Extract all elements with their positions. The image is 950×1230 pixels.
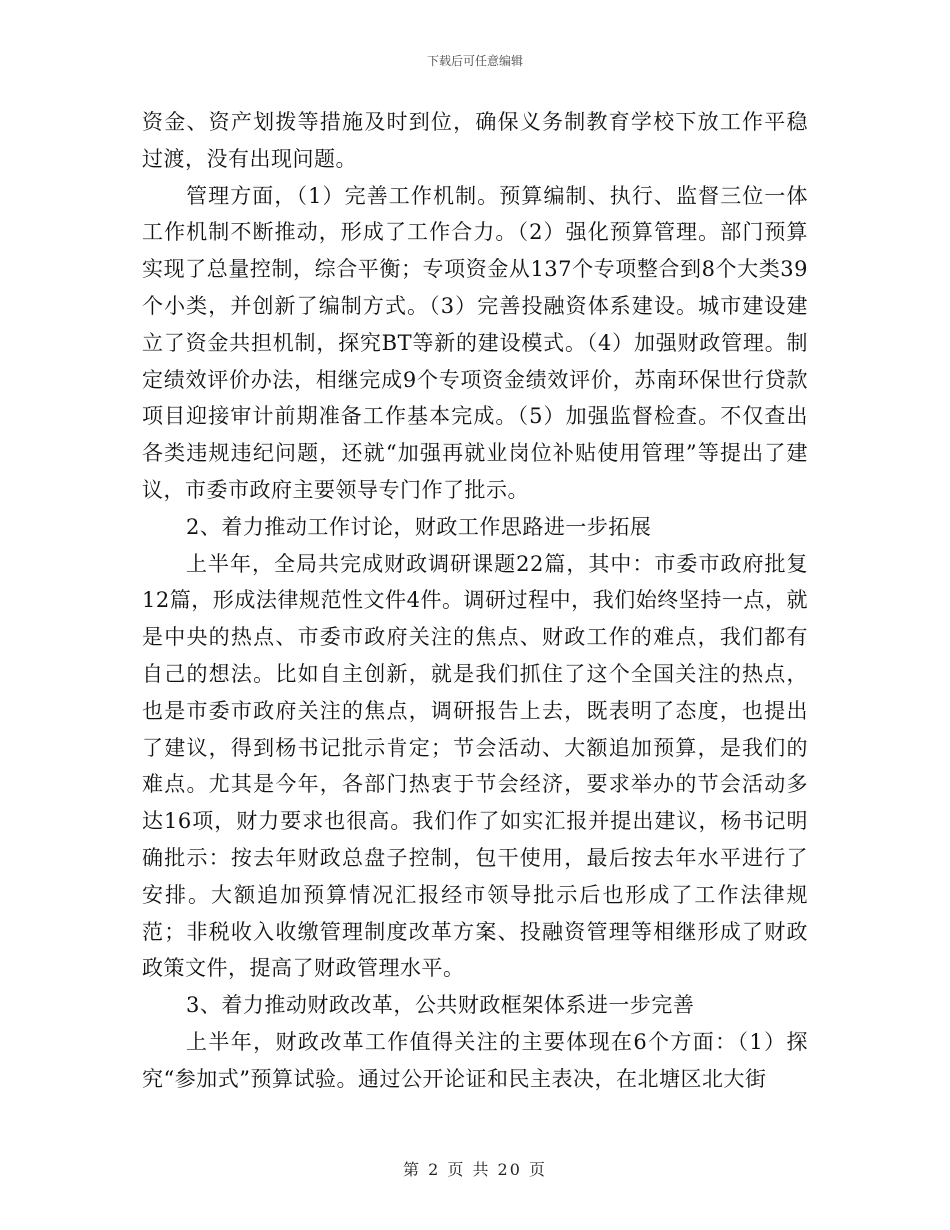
section-heading: 2、着力推动工作讨论，财政工作思路进一步拓展 [186, 514, 652, 539]
paragraph: 上半年，全局共完成财政调研课题22篇，其中：市委市政府批复12篇，形成法律规范性文件4件。调研过程中，我们始终坚持一点，就是中央的热点、市委市政府关注的焦点、财政工作的难点，我们都有自己的想法。比如自主创新，就是我们抓住了这个全国关注的热点，也是市委市政府关注的焦点，调研报告上去，既表明了态度，也提出了建议，得到杨书记批示肯定；节会活动、大额追加预算，是我们的难点。尤其是今年，各部门热衷于节会经济，要求举办的节会活动多达16项，财力要求也很高。我们作了如实汇报并提出建议，杨书记明确批示：按去年财政总盘子控制，包干使用，最后按去年水平进行了安排。大额追加预算情况汇报经市领导批示后也形成了工作法律规范；非税收入收缴管理制度改革方案、投融资管理等相继形成了财政政策文件，提高了财政管理水平。 [142, 551, 808, 981]
paragraph: 上半年，财政改革工作值得关注的主要体现在6个方面：（1）探究“参加式”预算试验。通过公开论证和民主表决，在北塘区北大街 [142, 1029, 808, 1091]
paragraph: 资金、资产划拨等措施及时到位，确保义务制教育学校下放工作平稳过渡，没有出现问题。 [142, 110, 808, 171]
section-heading: 3、着力推动财政改革，公共财政框架体系进一步完善 [186, 993, 695, 1018]
paragraph: 管理方面，（1）完善工作机制。预算编制、执行、监督三位一体工作机制不断推动，形成了工作合力。（2）强化预算管理。部门预算实现了总量控制，综合平衡；专项资金从137个专项整合到8个大类39个小类，并创新了编制方式。（3）完善投融资体系建设。城市建设建立了资金共担机制，探究BT等新的建设模式。（4）加强财政管理。制定绩效评价办法，相继完成9个专项资金绩效评价，苏南环保世行贷款项目迎接审计前期准备工作基本完成。（5）加强监督检查。不仅查出各类违规违纪问题，还就“加强再就业岗位补贴使用管理”等提出了建议，市委市政府主要领导专门作了批示。 [142, 183, 808, 502]
document-body [142, 104, 808, 1098]
page-footer: 第 2 页 共 20 页 [403, 1160, 547, 1179]
page-header: 下载后可任意编辑 [426, 54, 523, 68]
